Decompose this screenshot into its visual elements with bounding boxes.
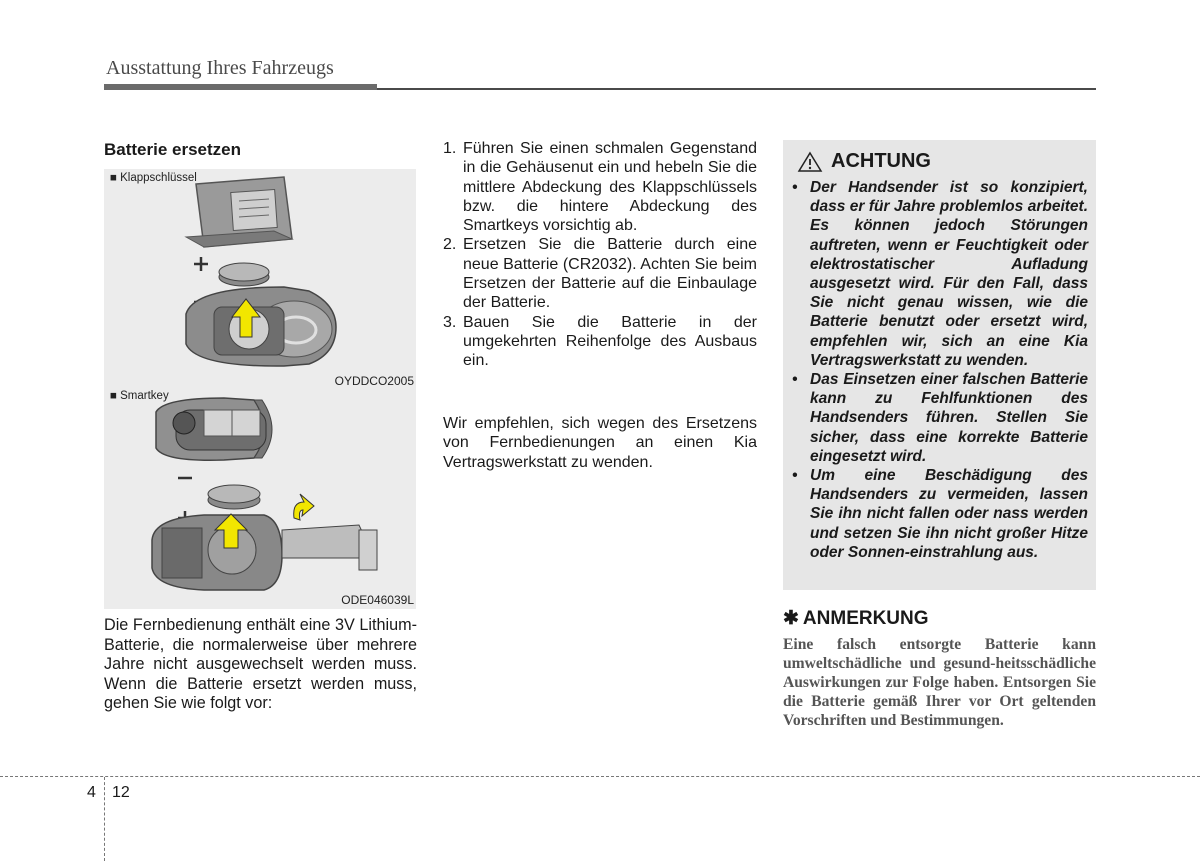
step-number: 1. <box>443 140 457 157</box>
step-text: Führen Sie einen schmalen Gegenstand in die Gehäusenut ein und hebeln Sie die mittlere Abdeckung des Klappschlüssels bzw. die hintere Abdeckung des Smartkeys vorsichtig ab. <box>463 140 757 235</box>
figure-code: OYDDCO2005 <box>334 374 414 388</box>
flip-key-illustration <box>104 169 416 390</box>
figure-label: ■ Smartkey <box>110 390 169 402</box>
note-paragraph: Eine falsch entsorgte Batterie kann umweltschädliche und gesund-heitsschädliche Auswirkungen zur Folge haben. Entsorgen Sie die Batterie gemäß Ihrer vor Ort geltenden Vorschriften und Bestimmungen. <box>783 636 1096 729</box>
smartkey-illustration <box>104 390 416 609</box>
note-heading <box>783 607 929 630</box>
list-item <box>792 178 1088 370</box>
page-number: 12 <box>112 784 130 801</box>
intro-paragraph: Die Fernbedienung enthält eine 3V Lithium-Batterie, die normalerweise über mehrere Jahre nicht ausgewechselt werden muss. Wenn die Batterie ersetzt werden muss, gehen Sie wie folgt vor: <box>104 616 417 712</box>
page-header-title: Ausstattung Ihres Fahrzeugs <box>106 57 334 79</box>
step-text: Bauen Sie die Batterie in der umgekehrten Reihenfolge des Ausbaus ein. <box>463 313 757 370</box>
list-item <box>443 235 757 312</box>
step-number: 3. <box>443 313 457 331</box>
caution-title: ACHTUNG <box>831 150 931 172</box>
footer-vertical-rule <box>104 777 105 861</box>
list-item <box>792 466 1088 562</box>
figure-code: ODE046039L <box>341 593 414 607</box>
steps-list <box>443 139 757 371</box>
chapter-number: 4 <box>87 784 96 801</box>
bullet-mark: • <box>792 179 798 196</box>
list-item <box>443 313 757 371</box>
figure-smartkey <box>104 390 416 609</box>
plus-icon <box>194 257 208 271</box>
list-item <box>443 139 757 235</box>
figure-label: ■ Klappschlüssel <box>110 172 197 184</box>
caution-item-text: Das Einsetzen einer falschen Batterie kann zu Fehlfunktionen des Handsenders führen. Stellen Sie sicher, dass eine korrekte Batterie eingesetzt wird. <box>810 371 1088 465</box>
warning-triangle-icon <box>797 151 823 173</box>
header-rule-accent <box>104 84 377 90</box>
footer-rule <box>0 776 1200 777</box>
caution-list <box>792 178 1088 562</box>
note-title: ANMERKUNG <box>802 607 929 629</box>
section-title: Batterie ersetzen <box>104 140 242 159</box>
list-item <box>792 370 1088 466</box>
asterisk-icon: ✱ <box>783 608 799 629</box>
bullet-mark: • <box>792 467 798 485</box>
caution-item-text: Der Handsender ist so konzipiert, dass er für Jahre problemlos arbeitet. Es können jedoch Störungen auftreten, wenn er Feuchtigkeit oder elektrostatischer Aufladung ausgesetzt wird. Für den Fall, dass Sie nicht genau wissen, wie die Batterie benutzt oder ersetzt wird, empfehlen wir, sich an eine Kia Vertragswerkstatt zu wenden. <box>810 179 1088 369</box>
caution-heading <box>797 150 931 173</box>
figure-flip-key <box>104 169 416 390</box>
recommendation-paragraph: Wir empfehlen, sich wegen des Ersetzens von Fernbedienungen an einen Kia Vertragswerkstatt zu wenden. <box>443 415 757 471</box>
caution-item-text: Um eine Beschädigung des Handsenders zu vermeiden, lassen Sie ihn nicht fallen oder nass werden und setzen Sie ihn nicht großer Hitze oder Sonnen-einstrahlung aus. <box>810 467 1088 561</box>
step-text: Ersetzen Sie die Batterie durch eine neue Batterie (CR2032). Achten Sie beim Ersetzen der Batterie auf die Einbaulage der Batterie. <box>463 236 757 312</box>
bullet-mark: • <box>792 371 798 389</box>
step-number: 2. <box>443 236 457 254</box>
